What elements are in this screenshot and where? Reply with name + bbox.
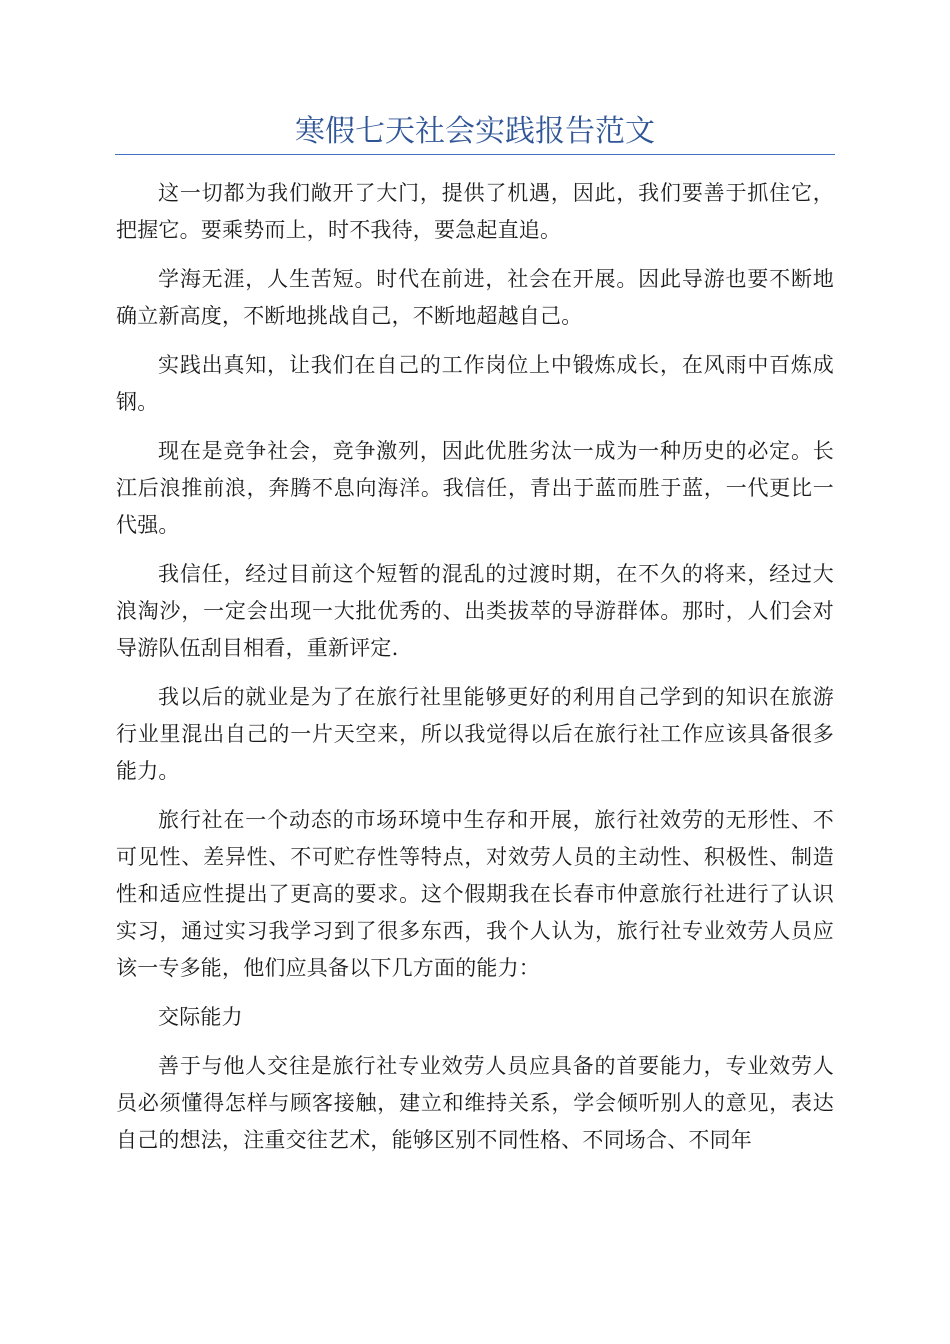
paragraph: 这一切都为我们敞开了大门，提供了机遇，因此，我们要善于抓住它，把握它。要乘势而上，时不我待，要急起直追。 — [116, 181, 834, 242]
paragraph: 现在是竞争社会，竞争激列，因此优胜劣汰一成为一种历史的必定。长江后浪推前浪，奔腾不息向海洋。我信任，青出于蓝而胜于蓝，一代更比一代强。 — [116, 439, 834, 537]
page-title: 寒假七天社会实践报告范文 — [295, 114, 655, 149]
paragraph: 我信任，经过目前这个短暂的混乱的过渡时期，在不久的将来，经过大浪淘沙，一定会出现一大批优秀的、出类拔萃的导游群体。那时，人们会对导游队伍刮目相看，重新评定. — [116, 562, 834, 660]
paragraph: 旅行社在一个动态的市场环境中生存和开展，旅行社效劳的无形性、不可见性、差异性、不可贮存性等特点，对效劳人员的主动性、积极性、制造性和适应性提出了更高的要求。这个假期我在长春市仲意旅行社进行了认识实习，通过实习我学习到了很多东西，我个人认为，旅行社专业效劳人员应该一专多能，他们应具备以下几方面的能力： — [116, 808, 834, 980]
document-body — [116, 175, 834, 1171]
paragraph: 善于与他人交往是旅行社专业效劳人员应具备的首要能力，专业效劳人员必须懂得怎样与顾客接触，建立和维持关系，学会倾听别人的意见，表达自己的想法，注重交往艺术，能够区别不同性格、不同场合、不同年 — [116, 1054, 834, 1152]
paragraph: 学海无涯，人生苦短。时代在前进，社会在开展。因此导游也要不断地确立新高度，不断地挑战自己，不断地超越自己。 — [116, 267, 834, 328]
section-heading: 交际能力 — [158, 1005, 243, 1029]
paragraph: 实践出真知，让我们在自己的工作岗位上中锻炼成长，在风雨中百炼成钢。 — [116, 353, 834, 414]
paragraph: 我以后的就业是为了在旅行社里能够更好的利用自己学到的知识在旅游行业里混出自己的一片天空来，所以我觉得以后在旅行社工作应该具备很多能力。 — [116, 685, 834, 783]
title-underline — [115, 154, 835, 155]
